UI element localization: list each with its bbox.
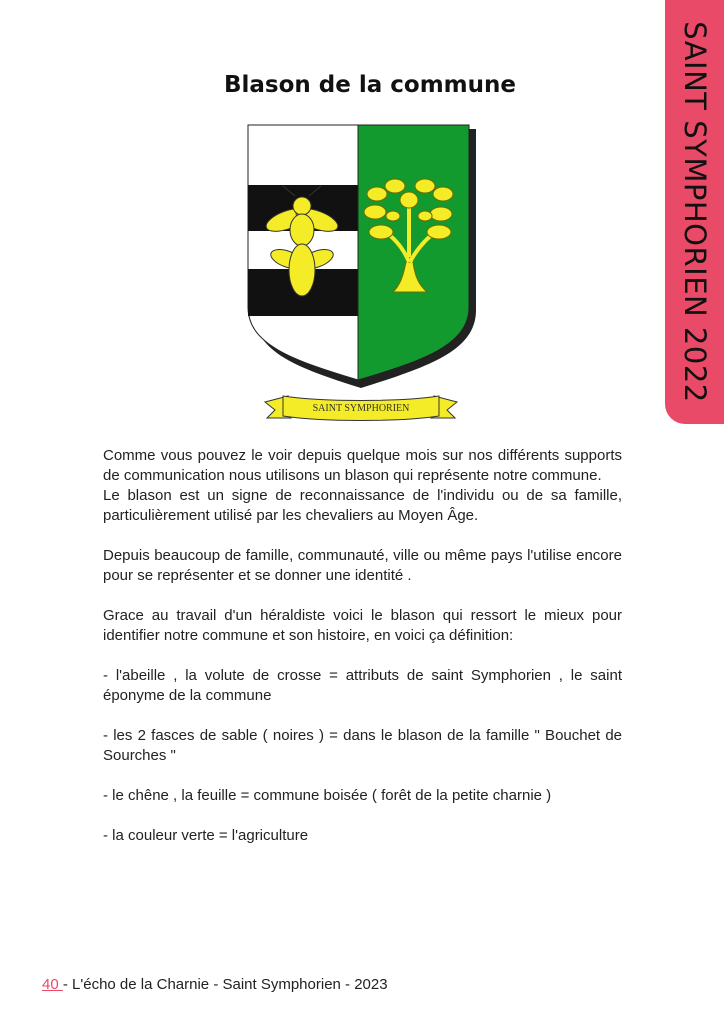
paragraph-heraldist: Grace au travail d'un héraldiste voici le blason qui ressort le mieux pour identifier notre commune et son histoire, en voici ça définition: (103, 607, 622, 644)
page-footer (42, 976, 388, 993)
crest-banner-text: SAINT SYMPHORIEN (312, 403, 410, 414)
definition-green: - la couleur verte = l'agriculture (103, 827, 309, 844)
coat-of-arms (243, 122, 479, 428)
definition-bands: - les 2 fasces de sable ( noires ) = dans le blason de la famille " Bouchet de Sourches " (103, 727, 622, 764)
paragraph-usage: Depuis beaucoup de famille, communauté, ville ou même pays l'utilise encore pour se représenter et se donner une identité . (103, 547, 622, 584)
definition-oak: - le chêne , la feuille = commune boisée ( forêt de la petite charnie ) (103, 787, 552, 804)
paragraph-intro: Comme vous pouvez le voir depuis quelque mois sur nos différents supports de communication nous utilisons un blason qui représente notre commune. (103, 447, 622, 484)
paragraph-definition: Le blason est un signe de reconnaissance de l'individu ou de sa famille, particulièrement utilisé par les chevaliers au Moyen Âge. (103, 487, 622, 524)
crest-banner (265, 396, 457, 421)
definition-bee: - l'abeille , la volute de crosse = attributs de saint Symphorien , le saint éponyme de la commune (103, 667, 622, 704)
page-number: 40 (42, 976, 63, 993)
side-tab-label: SAINT SYMPHORIEN 2022 (678, 21, 712, 403)
side-tab (665, 0, 724, 424)
body-text (103, 446, 622, 846)
footer-text: - L'écho de la Charnie - Saint Symphorien - 2023 (62, 976, 388, 993)
page-title: Blason de la commune (223, 72, 516, 98)
